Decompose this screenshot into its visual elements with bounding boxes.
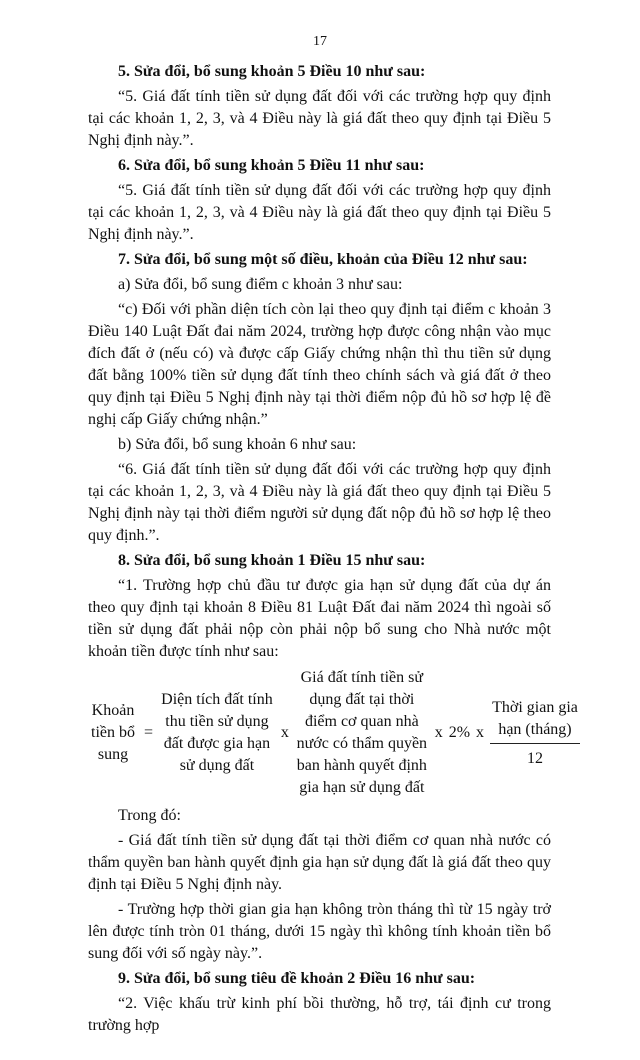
paragraph: “5. Giá đất tính tiền sử dụng đất đối với các trường hợp quy định tại các khoản 1, 2, 3, và 4 Điều này là giá đất theo quy định tại Điều 5 Nghị định này.”. xyxy=(88,88,551,149)
section-heading-7: 7. Sửa đổi, bổ sung một số điều, khoản của Điều 12 như sau: xyxy=(118,251,528,268)
paragraph: “2. Việc khấu trừ kinh phí bồi thường, hỗ trợ, tái định cư trong trường hợp xyxy=(88,995,551,1034)
section-heading-6: 6. Sửa đổi, bổ sung khoản 5 Điều 11 như sau: xyxy=(118,157,425,174)
formula-term-price: Giá đất tính tiền sử dụng đất tại thời điểm cơ quan nhà nước có thẩm quyền ban hành quyết định gia hạn sử dụng đất xyxy=(296,669,428,796)
formula-numerator: Thời gian gia hạn (tháng) xyxy=(492,698,578,738)
formula xyxy=(88,667,580,799)
section-heading-9: 9. Sửa đổi, bổ sung tiêu đề khoản 2 Điều 16 như sau: xyxy=(118,970,476,987)
paragraph: “1. Trường hợp chủ đầu tư được gia hạn sử dụng đất của dự án theo quy định tại khoản 8 Điều 81 Luật Đất đai năm 2024 thì ngoài số tiền sử dụng đất phải nộp còn phải nộp bổ sung cho Nhà nước một khoản tiền được tính như sau: xyxy=(88,577,551,660)
section-heading-5: 5. Sửa đổi, bổ sung khoản 5 Điều 10 như sau: xyxy=(118,63,426,80)
page-number: 17 xyxy=(313,34,327,49)
formula-result: Khoản tiền bổ sung xyxy=(91,702,135,763)
paragraph: Trong đó: xyxy=(118,807,181,824)
paragraph: “6. Giá đất tính tiền sử dụng đất đối với các trường hợp quy định tại các khoản 1, 2, 3, và 4 Điều này là giá đất theo quy định tại Điều 5 Nghị định này tại thời điểm người sử dụng đất nộp đủ hồ sơ hợp lệ theo quy định.”. xyxy=(88,461,551,544)
formula-times: x xyxy=(434,724,443,741)
paragraph: - Trường hợp thời gian gia hạn không tròn tháng thì từ 15 ngày trở lên được tính tròn 01 tháng, dưới 15 ngày thì không tính khoản tiền bổ sung đối với số ngày này.”. xyxy=(88,901,551,962)
paragraph: b) Sửa đổi, bổ sung khoản 6 như sau: xyxy=(118,436,357,453)
formula-term-area: Diện tích đất tính thu tiền sử dụng đất được gia hạn sử dụng đất xyxy=(161,691,273,774)
paragraph: - Giá đất tính tiền sử dụng đất tại thời điểm cơ quan nhà nước có thẩm quyền ban hành quyết định gia hạn sử dụng đất là giá đất theo quy định tại Điều 5 Nghị định này. xyxy=(88,832,551,893)
formula-equals: = xyxy=(143,724,153,741)
formula-times: x xyxy=(476,724,485,741)
paragraph: “5. Giá đất tính tiền sử dụng đất đối với các trường hợp quy định tại các khoản 1, 2, 3, và 4 Điều này là giá đất theo quy định tại Điều 5 Nghị định này.”. xyxy=(88,182,551,243)
fraction-bar xyxy=(490,743,580,744)
paragraph: a) Sửa đổi, bổ sung điểm c khoản 3 như sau: xyxy=(118,276,403,293)
section-heading-8: 8. Sửa đổi, bổ sung khoản 1 Điều 15 như sau: xyxy=(118,552,426,569)
formula-denominator: 12 xyxy=(526,749,543,767)
formula-rate: 2% xyxy=(448,724,471,741)
paragraph: “c) Đối với phần diện tích còn lại theo quy định tại điểm c khoản 3 Điều 140 Luật Đất đai năm 2024, trường hợp được công nhận vào mục đích đất ở (nếu có) và được cấp Giấy chứng nhận thì thu tiền sử dụng đất bằng 100% tiền sử dụng đất tính theo chính sách và giá đất ở theo quy định tại Điều 5 Nghị định này tại thời điểm nộp đủ hồ sơ hợp lệ đề nghị cấp Giấy chứng nhận.” xyxy=(88,301,551,428)
formula-fraction xyxy=(490,697,580,770)
formula-times: x xyxy=(280,724,289,741)
